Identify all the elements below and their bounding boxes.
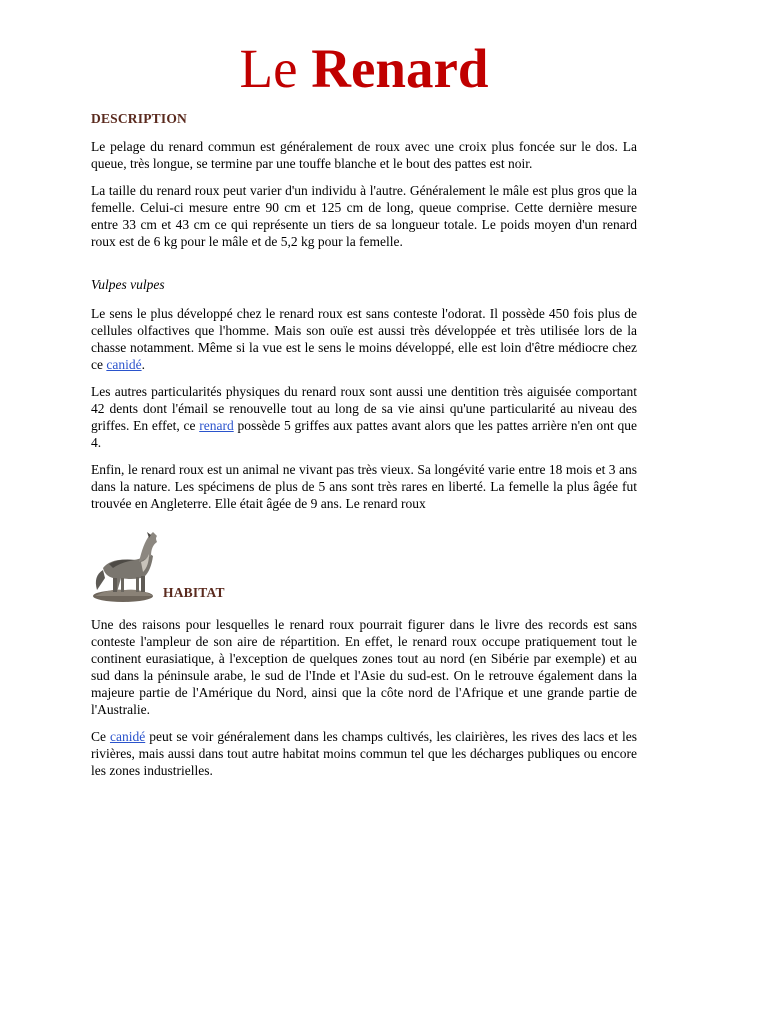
document-page (91, 38, 637, 789)
title-part-le: Le (239, 38, 312, 99)
paragraph-3-end: . (141, 357, 145, 372)
habitat-heading-row (91, 526, 637, 602)
description-heading: DESCRIPTION (91, 111, 187, 126)
habitat-paragraph-2 (91, 728, 637, 779)
paragraph-4-end: possède 5 griffes aux pattes avant alors que les pattes arrière n'en ont que 4. (91, 418, 638, 450)
species-name: Vulpes vulpes (91, 277, 165, 292)
paragraph-3-text: Le sens le plus développé chez le renard roux est sans conteste l'odorat. Il possède 450 fois plus de cellules olfactives que l'homme. Mais son ouïe est aussi très développée et très utilisée lors de la chasse notamment. Même si la vue est le sens le moins développé, elle est loin d'être médiocre chez ce (91, 306, 637, 372)
description-paragraph-1: Le pelage du renard commun est généralement de roux avec une croix plus foncée sur le dos. La queue, très longue, se termine par une touffe blanche et le bout des pattes est noir. (91, 139, 637, 171)
habitat-paragraph-2-start: Ce (91, 729, 110, 744)
title-part-renard: Renard (311, 38, 489, 99)
habitat-heading: HABITAT (163, 585, 225, 600)
description-paragraph-4 (91, 383, 637, 451)
description-paragraph-3 (91, 305, 637, 373)
paragraph-4-text: Les autres particularités physiques du renard roux sont aussi une dentition très aiguisée comportant 42 dents dont l'émail se renouvelle tout au long de sa vie ainsi qu'une particularité au niveau des griffes. En effet, ce (91, 384, 637, 433)
canide-link-2[interactable]: canidé (109, 729, 146, 744)
renard-link[interactable]: renard (199, 418, 234, 433)
description-paragraph-2: La taille du renard roux peut varier d'un individu à l'autre. Généralement le mâle est plus gros que la femelle. Celui-ci mesure entre 90 cm et 125 cm de long, queue comprise. Cette dernière mesure entre 33 cm et 43 cm ce qui représente un tiers de sa longueur totale. Le poids moyen d'un renard roux est de 6 kg pour le mâle et de 5,2 kg pour la femelle. (91, 183, 637, 249)
canide-link-1[interactable]: canidé (106, 357, 142, 372)
habitat-paragraph-1: Une des raisons pour lesquelles le renard roux pourrait figurer dans le livre des records est sans conteste l'ampleur de son aire de répartition. En effet, le renard roux occupe pratiquement tout le continent eurasiatique, à l'exception de quelques zones tout au nord (en Sibérie par exemple) et au sud dans la péninsule arabe, le sud de l'Inde et l'Asie du sud-est. On le retrouve également dans la majeure partie de l'Amérique du Nord, ainsi que la côte nord de l'Afrique et une grande partie de l'Australie. (91, 617, 637, 717)
habitat-paragraph-2-text: peut se voir généralement dans les champs cultivés, les clairières, les rives des lacs et les rivières, mais aussi dans tout autre habitat moins commun tel que les décharges publiques ou encore les zones industrielles. (91, 729, 637, 778)
page-title (91, 38, 637, 100)
howling-wolf-icon (91, 526, 163, 602)
description-paragraph-5: Enfin, le renard roux est un animal ne vivant pas très vieux. Sa longévité varie entre 18 mois et 3 ans dans la nature. Les spécimens de plus de 5 ans sont très rares en liberté. La femelle la plus âgée fut trouvée en Angleterre. Elle était âgée de 9 ans. Le renard roux (91, 462, 637, 511)
